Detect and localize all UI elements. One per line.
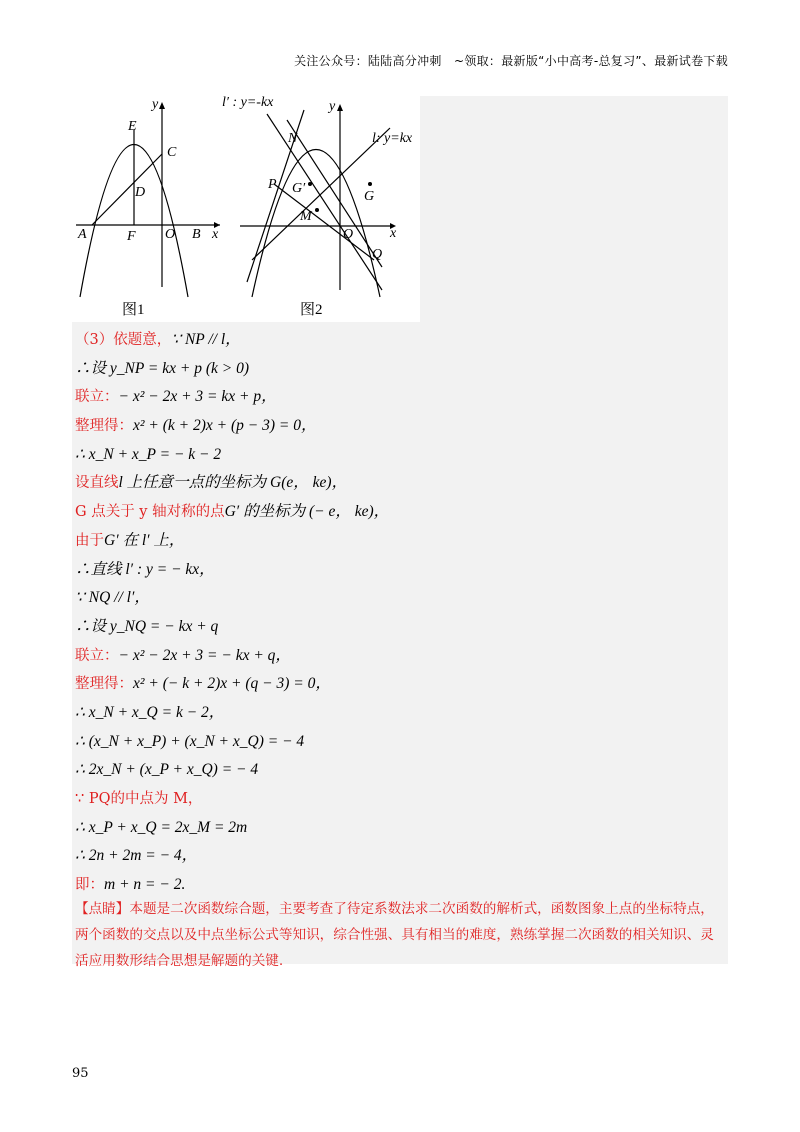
solution-line: 联立：− x² − 2x + 3 = kx + p， xyxy=(75,388,277,406)
fig2-label-lprime: l′ : y=-kx xyxy=(222,95,274,110)
figure-1 xyxy=(76,102,220,297)
solution-line: 设直线l 上任意一点的坐标为 G(e， ke)， xyxy=(75,474,348,492)
page-number: 95 xyxy=(72,1066,89,1081)
fig2-label-gprime: G′ xyxy=(292,181,306,196)
solution-line: 联立：− x² − 2x + 3 = − kx + q， xyxy=(75,646,291,664)
solution-line: （3）依题意，∵ NP // l， xyxy=(75,331,241,348)
fig2-label-l: l: y=kx xyxy=(372,131,413,146)
fig1-label-y: y xyxy=(152,97,159,112)
fig1-label-b: B xyxy=(192,227,201,242)
fig1-label-a: A xyxy=(78,227,87,242)
fig1-label-c: C xyxy=(167,145,177,160)
solution-line: ∴ 2x_N + (x_P + x_Q) = − 4 xyxy=(75,761,259,779)
fig2-y-arrow xyxy=(337,104,343,111)
fig2-label-n: N xyxy=(288,131,298,146)
fig2-label-o: O xyxy=(343,227,354,242)
fig2-label-p: P xyxy=(268,177,277,192)
solution-line: ∴ 2n + 2m = − 4， xyxy=(75,847,198,865)
figures-svg xyxy=(72,92,420,322)
fig1-label-e: E xyxy=(128,119,137,134)
solution-line: 由于G′ 在 l′ 上， xyxy=(75,531,185,549)
fig1-caption: 图1 xyxy=(122,302,145,318)
solution-line: G 点关于 y 轴对称的点G′ 的坐标为 (− e， ke)， xyxy=(75,503,390,521)
solution-line: ∵ PQ的中点为 M， xyxy=(75,791,203,807)
fig2-caption: 图2 xyxy=(300,302,323,318)
comment-paragraph: 【点睛】本题是二次函数综合题，主要考查了待定系数法求二次函数的解析式，函数图象上点的坐标特点，两个函数的交点以及中点坐标公式等知识，综合性强、具有相当的难度，熟练掌握二次函数的相关知识、灵活应用数形结合思想是解题的关键. xyxy=(75,901,714,969)
fig1-label-o: O xyxy=(165,227,176,242)
solution-line: ∴设 y_NQ = − kx + q xyxy=(75,617,219,635)
solution-line: 即：m + n = − 2. xyxy=(75,876,186,894)
solution-line: ∴ x_N + x_Q = k − 2， xyxy=(75,703,225,721)
solution-line: ∵ NQ // l′， xyxy=(75,589,150,607)
solution-line: 整理得：x² + (− k + 2)x + (q − 3) = 0， xyxy=(75,675,331,693)
solution-line: ∴ x_N + x_P = − k − 2 xyxy=(75,445,222,463)
fig1-y-arrow xyxy=(159,102,165,109)
fig2-label-m: M xyxy=(300,209,312,224)
solution-line: ∴直线 l′ : y = − kx， xyxy=(75,560,215,578)
fig1-label-f: F xyxy=(127,229,136,244)
fig2-label-x: x xyxy=(390,226,397,241)
fig2-label-y: y xyxy=(329,99,336,114)
figures-panel xyxy=(72,92,420,322)
solution-line: 整理得：x² + (k + 2)x + (p − 3) = 0， xyxy=(75,417,317,435)
solution-line: ∴ x_P + x_Q = 2x_M = 2m xyxy=(75,818,248,836)
solution-lines xyxy=(75,326,725,900)
fig1-label-d: D xyxy=(135,185,146,200)
fig2-point-gprime xyxy=(308,182,312,186)
fig1-line-ac xyxy=(92,154,162,225)
solution-line: ∴设 y_NP = kx + p (k > 0) xyxy=(75,359,249,377)
fig2-parabola xyxy=(252,150,383,298)
page-header: 关注公众号：陆陆高分冲刺 ~领取：最新版“小中高考-总复习”、最新试卷下载 xyxy=(294,54,728,68)
fig2-label-q: Q xyxy=(372,247,383,262)
fig2-point-g xyxy=(368,182,372,186)
fig2-label-g: G xyxy=(364,189,375,204)
fig1-label-x: x xyxy=(212,227,219,242)
fig2-point-m xyxy=(315,208,319,212)
solution-line: ∴ (x_N + x_P) + (x_N + x_Q) = − 4 xyxy=(75,732,305,750)
fig2-line-pq xyxy=(274,184,374,260)
